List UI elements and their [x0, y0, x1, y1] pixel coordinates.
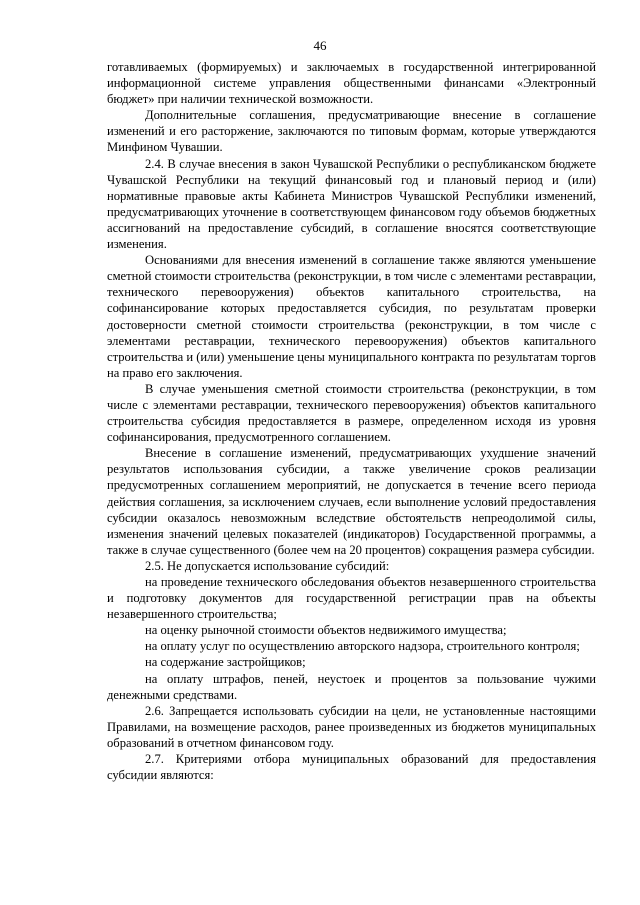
paragraph-2-6: 2.6. Запрещается использовать субсидии на цели, не установленные настоящими Правилами, на возмещение расходов, ранее произведенных из бюджетов муниципальных образований в отчетном финансовом году.: [107, 703, 596, 750]
list-item-developers: на содержание застройщиков;: [145, 655, 306, 670]
paragraph-grounds-for-changes: Основаниями для внесения изменений в соглашение также являются уменьшение сметной стоимости строительства (реконструкции, в том числе с элементами реставрации, технического перевооружения) объектов капитального строительства, на софинансирование которых предоставляется субсидия, по результатам проверки достоверности сметной стоимости строительства (реконструкции, в том числе с элементами реставрации, технического перевооружения) объектов капитального строительства и (или) уменьшение цены муниципального контракта по результатам торгов на право его заключения.: [107, 253, 596, 380]
paragraph-changes-restriction: Внесение в соглашение изменений, предусматривающих ухудшение значений результатов использования субсидии, а также увеличение сроков реализации предусмотренных соглашением мероприятий, не допускается в течение всего периода действия соглашения, за исключением случаев, если выполнение условий предоставления субсидии оказалось невозможным вследствие обстоятельств непреодолимой силы, изменения значений целевых показателей (индикаторов) Государственной программы, а также в случае существенного (более чем на 20 процентов) сокращения размера субсидии.: [107, 446, 596, 557]
list-item-supervision: на оплату услуг по осуществлению авторского надзора, строительного контроля;: [145, 639, 580, 654]
list-item-market-valuation: на оценку рыночной стоимости объектов недвижимого имущества;: [145, 623, 507, 638]
paragraph-2-5: 2.5. Не допускается использование субсидий:: [145, 558, 390, 573]
list-item-technical-survey: на проведение технического обследования объектов незавершенного строительства и подготовку документов для государственной регистрации прав на объекты незавершенного строительства;: [107, 575, 596, 622]
paragraph-additional-agreements: Дополнительные соглашения, предусматривающие внесение в соглашение изменений и его расторжение, заключаются по типовым формам, которые утверждаются Минфином Чувашии.: [107, 108, 596, 155]
paragraph-2-7: 2.7. Критериями отбора муниципальных образований для предоставления субсидии являются:: [107, 752, 596, 783]
document-body: [107, 59, 596, 783]
page-number: 46: [313, 38, 327, 53]
paragraph-continuation: готавливаемых (формируемых) и заключаемых в государственной интегрированной информационной системе управления общественными финансами «Электронный бюджет» при наличии технической возможности.: [107, 60, 596, 107]
list-item-fines: на оплату штрафов, пеней, неустоек и процентов за пользование чужими денежными средствами.: [107, 671, 596, 702]
paragraph-2-4: 2.4. В случае внесения в закон Чувашской Республики о республиканском бюджете Чувашской Республики на текущий финансовый год и плановый период и (или) нормативные правовые акты Кабинета Министров Чувашской Республики изменений, предусматривающих уточнение в соответствующем финансовом году объемов бюджетных ассигнований на предоставление субсидий, в соглашение вносятся соответствующие изменения.: [107, 156, 596, 252]
paragraph-cost-reduction: В случае уменьшения сметной стоимости строительства (реконструкции, в том числе с элементами реставрации, технического перевооружения) объектов капитального строительства субсидия предоставляется в размере, определенном исходя из уровня софинансирования, предусмотренного соглашением.: [107, 381, 596, 445]
